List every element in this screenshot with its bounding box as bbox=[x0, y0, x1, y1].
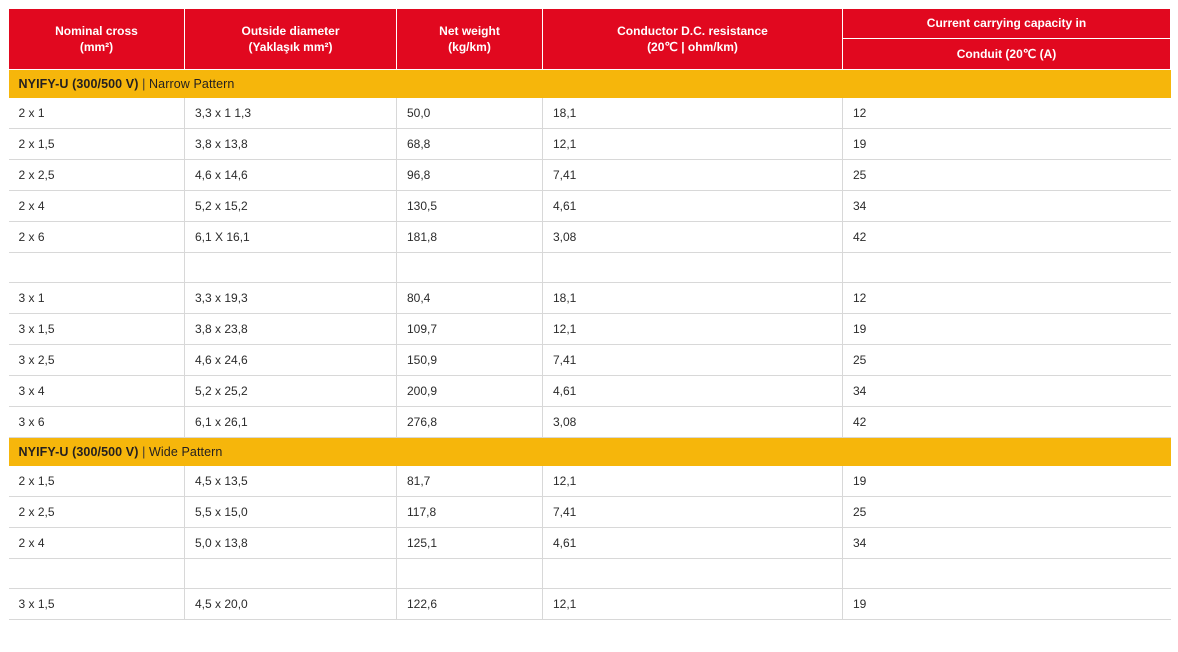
table-cell: 4,6 x 24,6 bbox=[185, 345, 397, 376]
table-cell: 12,1 bbox=[543, 589, 843, 620]
table-cell bbox=[843, 559, 1171, 589]
table-row bbox=[9, 98, 1171, 129]
table-cell: 4,61 bbox=[543, 191, 843, 222]
table-cell: 12,1 bbox=[543, 314, 843, 345]
table-cell: 25 bbox=[843, 160, 1171, 191]
table-row bbox=[9, 160, 1171, 191]
section-pattern: Narrow Pattern bbox=[149, 77, 235, 91]
table-row bbox=[9, 222, 1171, 253]
table-cell: 42 bbox=[843, 407, 1171, 438]
header-outside-diameter bbox=[185, 9, 397, 70]
section-separator: | bbox=[138, 445, 150, 459]
table-cell: 12 bbox=[843, 98, 1171, 129]
header-dc-resistance-line2: (20℃ | ohm/km) bbox=[647, 40, 738, 54]
table-cell: 19 bbox=[843, 129, 1171, 160]
table-cell bbox=[843, 253, 1171, 283]
table-cell: 42 bbox=[843, 222, 1171, 253]
table-cell: 7,41 bbox=[543, 345, 843, 376]
table-cell: 5,5 x 15,0 bbox=[185, 497, 397, 528]
table-cell: 4,5 x 20,0 bbox=[185, 589, 397, 620]
table-row bbox=[9, 589, 1171, 620]
table-cell: 25 bbox=[843, 345, 1171, 376]
header-current-capacity-bottom: Conduit (20℃ (A) bbox=[956, 46, 1057, 61]
table-cell: 5,2 x 15,2 bbox=[185, 191, 397, 222]
table-cell: 2 x 1,5 bbox=[9, 129, 185, 160]
table-cell: 130,5 bbox=[397, 191, 543, 222]
table-cell: 117,8 bbox=[397, 497, 543, 528]
table-cell: 12 bbox=[843, 283, 1171, 314]
table-header bbox=[9, 9, 1171, 70]
table-cell bbox=[185, 253, 397, 283]
table-cell: 5,2 x 25,2 bbox=[185, 376, 397, 407]
table-cell: 68,8 bbox=[397, 129, 543, 160]
table-row-spacer bbox=[9, 253, 1171, 283]
table-cell: 34 bbox=[843, 376, 1171, 407]
header-nominal-cross bbox=[9, 9, 185, 70]
header-row bbox=[9, 9, 1171, 70]
table-row bbox=[9, 497, 1171, 528]
table-cell: 2 x 1,5 bbox=[9, 466, 185, 497]
table-cell: 12,1 bbox=[543, 129, 843, 160]
cable-spec-table bbox=[8, 8, 1171, 620]
table-cell: 12,1 bbox=[543, 466, 843, 497]
section-header-row bbox=[9, 70, 1171, 99]
table-row-spacer bbox=[9, 559, 1171, 589]
table-cell: 4,61 bbox=[543, 376, 843, 407]
table-cell: 3,08 bbox=[543, 407, 843, 438]
table-row bbox=[9, 345, 1171, 376]
table-cell bbox=[9, 253, 185, 283]
table-cell: 200,9 bbox=[397, 376, 543, 407]
table-cell: 2 x 4 bbox=[9, 191, 185, 222]
table-cell: 50,0 bbox=[397, 98, 543, 129]
header-outside-diameter-line2: (Yaklaşık mm²) bbox=[248, 40, 333, 54]
table-cell bbox=[397, 253, 543, 283]
table-cell: 3,08 bbox=[543, 222, 843, 253]
section-header-row bbox=[9, 438, 1171, 467]
table-cell bbox=[9, 559, 185, 589]
table-cell: 3 x 6 bbox=[9, 407, 185, 438]
table-cell: 96,8 bbox=[397, 160, 543, 191]
section-header-cell bbox=[9, 438, 1171, 467]
table-cell: 150,9 bbox=[397, 345, 543, 376]
section-name: NYIFY-U (300/500 V) bbox=[18, 445, 139, 459]
table-row bbox=[9, 283, 1171, 314]
table-cell: 3,8 x 23,8 bbox=[185, 314, 397, 345]
table-cell: 19 bbox=[843, 589, 1171, 620]
header-net-weight bbox=[397, 9, 543, 70]
table-cell: 6,1 x 26,1 bbox=[185, 407, 397, 438]
table-cell: 34 bbox=[843, 191, 1171, 222]
table-row bbox=[9, 314, 1171, 345]
table-cell: 81,7 bbox=[397, 466, 543, 497]
header-current-capacity-top: Current carrying capacity in bbox=[843, 9, 1170, 39]
table-cell: 3,3 x 1 1,3 bbox=[185, 98, 397, 129]
table-cell: 6,1 X 16,1 bbox=[185, 222, 397, 253]
table-cell: 3 x 4 bbox=[9, 376, 185, 407]
table-row bbox=[9, 376, 1171, 407]
table-cell: 18,1 bbox=[543, 283, 843, 314]
table-cell bbox=[397, 559, 543, 589]
table-cell: 25 bbox=[843, 497, 1171, 528]
table-cell: 7,41 bbox=[543, 160, 843, 191]
header-net-weight-line1: Net weight bbox=[439, 23, 500, 38]
table-cell: 80,4 bbox=[397, 283, 543, 314]
table-cell: 3,3 x 19,3 bbox=[185, 283, 397, 314]
table-row bbox=[9, 466, 1171, 497]
table-cell: 4,61 bbox=[543, 528, 843, 559]
table-cell: 122,6 bbox=[397, 589, 543, 620]
table-cell: 19 bbox=[843, 466, 1171, 497]
table-cell: 7,41 bbox=[543, 497, 843, 528]
table-cell: 2 x 4 bbox=[9, 528, 185, 559]
section-name: NYIFY-U (300/500 V) bbox=[18, 77, 139, 91]
table-cell: 2 x 1 bbox=[9, 98, 185, 129]
header-dc-resistance bbox=[543, 9, 843, 70]
header-nominal-cross-line2: (mm²) bbox=[79, 40, 114, 54]
table-row bbox=[9, 407, 1171, 438]
table-cell: 2 x 2,5 bbox=[9, 497, 185, 528]
table-cell: 3 x 1 bbox=[9, 283, 185, 314]
table-cell: 4,5 x 13,5 bbox=[185, 466, 397, 497]
header-nominal-cross-line1: Nominal cross bbox=[55, 23, 138, 38]
table-cell bbox=[543, 559, 843, 589]
table-cell: 109,7 bbox=[397, 314, 543, 345]
header-outside-diameter-line1: Outside diameter bbox=[241, 23, 340, 38]
table-cell: 2 x 6 bbox=[9, 222, 185, 253]
table-cell: 19 bbox=[843, 314, 1171, 345]
table-cell: 3,8 x 13,8 bbox=[185, 129, 397, 160]
header-dc-resistance-line1: Conductor D.C. resistance bbox=[617, 23, 768, 38]
table-cell: 5,0 x 13,8 bbox=[185, 528, 397, 559]
table-cell: 34 bbox=[843, 528, 1171, 559]
table-cell: 125,1 bbox=[397, 528, 543, 559]
table-cell: 3 x 1,5 bbox=[9, 314, 185, 345]
section-pattern: Wide Pattern bbox=[149, 445, 223, 459]
table-cell bbox=[543, 253, 843, 283]
table-body bbox=[9, 70, 1171, 620]
table-row bbox=[9, 191, 1171, 222]
table-cell: 3 x 1,5 bbox=[9, 589, 185, 620]
table-row bbox=[9, 528, 1171, 559]
table-cell: 276,8 bbox=[397, 407, 543, 438]
table-cell: 18,1 bbox=[543, 98, 843, 129]
table-cell: 181,8 bbox=[397, 222, 543, 253]
table-row bbox=[9, 129, 1171, 160]
table-cell: 4,6 x 14,6 bbox=[185, 160, 397, 191]
table-cell: 2 x 2,5 bbox=[9, 160, 185, 191]
section-separator: | bbox=[138, 77, 150, 91]
table-cell: 3 x 2,5 bbox=[9, 345, 185, 376]
header-current-capacity bbox=[843, 9, 1171, 70]
section-header-cell bbox=[9, 70, 1171, 99]
table-cell bbox=[185, 559, 397, 589]
header-net-weight-line2: (kg/km) bbox=[448, 40, 491, 54]
